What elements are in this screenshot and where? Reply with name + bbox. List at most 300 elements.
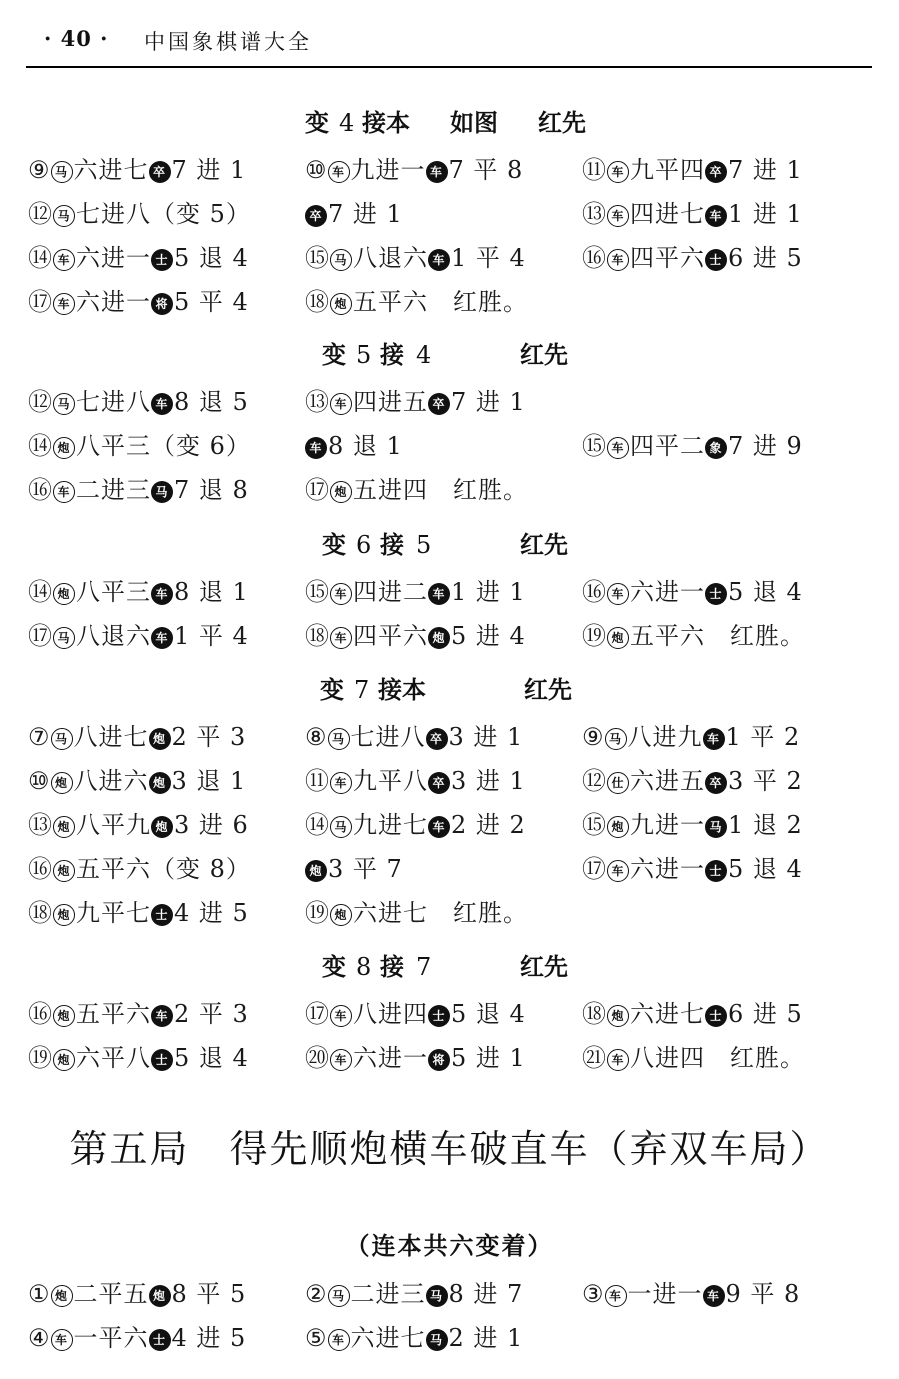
move-number: ⑳ (305, 1044, 330, 1072)
move-entry (28, 570, 249, 614)
black-piece-icon: 炮 (151, 816, 173, 838)
move-number: ⑲ (305, 899, 330, 927)
variation-title-part: 接 (380, 953, 404, 981)
black-piece-icon: 炮 (149, 772, 171, 794)
red-piece-icon: 炮 (330, 481, 352, 503)
variation-title-part: 变 (305, 109, 329, 137)
variation-block (0, 665, 899, 935)
move-entry (582, 847, 803, 891)
move-text: 五平六 红胜。 (630, 622, 805, 650)
variation-title-part: 5 (356, 341, 372, 369)
move-entry (582, 570, 803, 614)
red-piece-icon: 马 (328, 728, 350, 750)
move-text: 1 进 1 (451, 578, 526, 606)
move-entry (28, 380, 249, 424)
move-text: 8 退 1 (328, 432, 403, 460)
move-text: 六进一 (630, 855, 705, 883)
move-text: 二平五 (73, 1280, 149, 1308)
move-text: 3 进 1 (451, 767, 526, 795)
move-text: 九平八 (353, 767, 428, 795)
variation-title-part: 5 (416, 531, 432, 559)
move-entry (28, 614, 249, 658)
move-entry (28, 992, 249, 1036)
move-text: 七进八 (76, 388, 151, 416)
move-entry (28, 148, 246, 192)
red-piece-icon: 马 (53, 627, 75, 649)
black-piece-icon: 象 (705, 437, 727, 459)
move-entry (582, 424, 803, 468)
black-piece-icon: 士 (705, 860, 727, 882)
move-text: 7 进 1 (451, 388, 526, 416)
move-entry (28, 424, 251, 468)
move-number: ⑯ (28, 1000, 53, 1028)
red-piece-icon: 车 (330, 627, 352, 649)
move-text: 四平二 (630, 432, 705, 460)
variation-title-part: 变 (322, 341, 346, 369)
black-piece-icon: 车 (151, 393, 173, 415)
move-text: 7 退 8 (174, 476, 249, 504)
variation-title-part: 如图 (450, 109, 498, 137)
move-number: ㉑ (582, 1044, 607, 1072)
black-piece-icon: 将 (428, 1049, 450, 1071)
move-number: ⑩ (305, 156, 328, 184)
move-text: 5 退 4 (174, 1044, 249, 1072)
move-text: 六进一 (353, 1044, 428, 1072)
move-text: 2 进 1 (448, 1324, 524, 1352)
variation-title-part: 8 (356, 953, 372, 981)
variation-title-part: 6 (356, 531, 372, 559)
move-entry (28, 891, 249, 935)
black-piece-icon: 士 (705, 249, 727, 271)
move-text: 七进八（变 5） (76, 200, 251, 228)
move-text: 二进三 (350, 1280, 426, 1308)
move-text: 七进八 (350, 723, 426, 751)
move-text: 六进七 (350, 1324, 426, 1352)
black-piece-icon: 马 (426, 1285, 448, 1307)
move-text: 7 进 1 (328, 200, 403, 228)
move-number: ⑫ (582, 767, 607, 795)
red-piece-icon: 炮 (330, 293, 352, 315)
move-text: 1 平 4 (174, 622, 249, 650)
move-number: ⑤ (305, 1324, 328, 1352)
red-piece-icon: 炮 (53, 1049, 75, 1071)
variation-title-part: 4 (416, 341, 432, 369)
red-piece-icon: 车 (53, 293, 75, 315)
move-entry (582, 1272, 800, 1316)
move-number: ⑩ (28, 767, 51, 795)
move-number: ⑰ (305, 476, 330, 504)
variation-title (0, 520, 899, 570)
move-entry (305, 192, 403, 236)
move-row (0, 759, 899, 803)
move-text: 5 平 4 (174, 288, 249, 316)
variation-title-part: 红先 (524, 676, 572, 704)
red-piece-icon: 炮 (607, 627, 629, 649)
move-number: ⑭ (28, 578, 53, 606)
black-piece-icon: 马 (705, 816, 727, 838)
move-text: 八退六 (76, 622, 151, 650)
move-number: ⑮ (582, 432, 607, 460)
red-piece-icon: 车 (607, 860, 629, 882)
move-text: 六进七 (73, 156, 149, 184)
move-text: 6 进 5 (728, 244, 803, 272)
black-piece-icon: 卒 (305, 205, 327, 227)
move-text: 四平六 (353, 622, 428, 650)
move-text: 7 进 1 (171, 156, 247, 184)
move-text: 4 进 5 (174, 899, 249, 927)
move-entry (305, 1316, 523, 1360)
move-row (0, 1036, 899, 1080)
move-entry (305, 1272, 523, 1316)
black-piece-icon: 卒 (149, 161, 171, 183)
variation-title (0, 330, 899, 380)
move-number: ④ (28, 1324, 51, 1352)
move-text: 八进九 (627, 723, 703, 751)
move-text: 5 退 4 (728, 578, 803, 606)
variation-title-part: 接本 (378, 676, 426, 704)
move-row (0, 1316, 899, 1360)
move-entry (305, 715, 523, 759)
red-piece-icon: 车 (53, 481, 75, 503)
move-number: ⑨ (28, 156, 51, 184)
move-entry (305, 847, 403, 891)
move-text: 1 进 1 (728, 200, 803, 228)
move-text: 六平八 (76, 1044, 151, 1072)
move-entry (305, 759, 526, 803)
black-piece-icon: 车 (703, 728, 725, 750)
black-piece-icon: 马 (426, 1329, 448, 1351)
move-text: 八进四 红胜。 (630, 1044, 805, 1072)
move-text: 一进一 (627, 1280, 703, 1308)
move-number: ⑬ (305, 388, 330, 416)
move-text: 7 进 1 (728, 156, 803, 184)
move-entry (582, 992, 803, 1036)
black-piece-icon: 车 (703, 1285, 725, 1307)
move-text: 四进七 (630, 200, 705, 228)
red-piece-icon: 车 (330, 1049, 352, 1071)
black-piece-icon: 卒 (428, 393, 450, 415)
variation-title-part: 变 (320, 676, 344, 704)
move-text: 3 平 2 (728, 767, 803, 795)
red-piece-icon: 炮 (53, 1005, 75, 1027)
red-piece-icon: 马 (53, 205, 75, 227)
black-piece-icon: 炮 (149, 1285, 171, 1307)
red-piece-icon: 车 (330, 393, 352, 415)
variation-title-part: 变 (322, 531, 346, 559)
red-piece-icon: 车 (328, 1329, 350, 1351)
move-text: 五进四 红胜。 (353, 476, 528, 504)
move-text: 八进四 (353, 1000, 428, 1028)
move-text: 六进一 (630, 578, 705, 606)
black-piece-icon: 车 (305, 437, 327, 459)
move-text: 2 进 2 (451, 811, 526, 839)
move-entry (28, 1272, 246, 1316)
variation-title (0, 665, 899, 715)
move-number: ⑱ (305, 622, 330, 650)
move-text: 3 退 1 (171, 767, 247, 795)
move-text: 5 退 4 (728, 855, 803, 883)
variation-block (0, 330, 899, 512)
variation-title-part: 接 (380, 341, 404, 369)
move-row (0, 715, 899, 759)
black-piece-icon: 车 (428, 816, 450, 838)
move-text: 九进七 (353, 811, 428, 839)
red-piece-icon: 车 (605, 1285, 627, 1307)
red-piece-icon: 炮 (53, 583, 75, 605)
black-piece-icon: 士 (428, 1005, 450, 1027)
red-piece-icon: 炮 (330, 904, 352, 926)
variation-title-part: 红先 (520, 341, 568, 369)
move-number: ⑰ (28, 622, 53, 650)
move-number: ② (305, 1280, 328, 1308)
move-text: 四平六 (630, 244, 705, 272)
move-number: ⑰ (305, 1000, 330, 1028)
black-piece-icon: 卒 (428, 772, 450, 794)
move-row (0, 891, 899, 935)
move-entry (582, 148, 803, 192)
move-row (0, 614, 899, 658)
red-piece-icon: 炮 (51, 1285, 73, 1307)
move-entry (305, 570, 526, 614)
move-row (0, 280, 899, 324)
move-entry (305, 148, 523, 192)
move-row (0, 236, 899, 280)
red-piece-icon: 炮 (53, 437, 75, 459)
move-text: 1 平 2 (725, 723, 801, 751)
move-number: ⑨ (582, 723, 605, 751)
move-text: 八平三 (76, 578, 151, 606)
move-number: ⑫ (28, 388, 53, 416)
red-piece-icon: 车 (607, 583, 629, 605)
move-text: 2 平 3 (174, 1000, 249, 1028)
black-piece-icon: 士 (705, 583, 727, 605)
move-number: ⑦ (28, 723, 51, 751)
move-entry (582, 614, 805, 658)
black-piece-icon: 炮 (428, 627, 450, 649)
black-piece-icon: 马 (151, 481, 173, 503)
move-text: 六进七 红胜。 (353, 899, 528, 927)
move-text: 八平三（变 6） (76, 432, 251, 460)
move-number: ⑰ (28, 288, 53, 316)
black-piece-icon: 车 (705, 205, 727, 227)
black-piece-icon: 车 (151, 1005, 173, 1027)
move-text: 八进六 (73, 767, 149, 795)
move-row (0, 148, 899, 192)
move-text: 九平七 (76, 899, 151, 927)
move-text: 4 进 5 (171, 1324, 247, 1352)
move-row (0, 803, 899, 847)
black-piece-icon: 卒 (705, 772, 727, 794)
move-text: 8 进 7 (448, 1280, 524, 1308)
red-piece-icon: 车 (607, 161, 629, 183)
move-entry (305, 1036, 526, 1080)
move-number: ⑱ (305, 288, 330, 316)
red-piece-icon: 马 (328, 1285, 350, 1307)
move-text: 九进一 (630, 811, 705, 839)
move-row (0, 992, 899, 1036)
black-piece-icon: 炮 (305, 860, 327, 882)
move-text: 八进七 (73, 723, 149, 751)
variation-block (0, 98, 899, 324)
move-text: 八平九 (76, 811, 151, 839)
red-piece-icon: 炮 (607, 1005, 629, 1027)
black-piece-icon: 车 (428, 583, 450, 605)
move-entry (28, 192, 251, 236)
move-row (0, 192, 899, 236)
move-entry (28, 759, 246, 803)
black-piece-icon: 士 (151, 904, 173, 926)
move-number: ⑭ (28, 244, 53, 272)
move-entry (582, 715, 800, 759)
variation-title-part: 变 (322, 953, 346, 981)
black-piece-icon: 士 (705, 1005, 727, 1027)
black-piece-icon: 车 (426, 161, 448, 183)
variation-title-part: 红先 (538, 109, 586, 137)
move-text: 四进五 (353, 388, 428, 416)
red-piece-icon: 车 (330, 772, 352, 794)
move-row (0, 570, 899, 614)
move-entry (305, 380, 526, 424)
black-piece-icon: 卒 (705, 161, 727, 183)
move-text: 5 进 4 (451, 622, 526, 650)
move-number: ⑯ (582, 578, 607, 606)
move-text: 9 平 8 (725, 1280, 801, 1308)
move-text: 8 平 5 (171, 1280, 247, 1308)
variation-block (0, 520, 899, 658)
move-text: 8 退 1 (174, 578, 249, 606)
move-number: ⑬ (582, 200, 607, 228)
move-number: ⑬ (28, 811, 53, 839)
red-piece-icon: 马 (330, 816, 352, 838)
move-number: ⑧ (305, 723, 328, 751)
move-number: ⑱ (28, 899, 53, 927)
red-piece-icon: 车 (51, 1329, 73, 1351)
red-piece-icon: 车 (53, 249, 75, 271)
move-text: 五平六 (76, 1000, 151, 1028)
move-text: 7 平 8 (448, 156, 524, 184)
move-text: 五平六 红胜。 (353, 288, 528, 316)
move-number: ⑱ (582, 1000, 607, 1028)
red-piece-icon: 炮 (53, 904, 75, 926)
move-entry (582, 759, 803, 803)
move-entry (305, 803, 526, 847)
move-entry (305, 424, 403, 468)
move-entry (28, 1316, 246, 1360)
move-text: 5 退 4 (174, 244, 249, 272)
variation-title (0, 98, 899, 148)
move-entry (28, 468, 249, 512)
red-piece-icon: 车 (607, 1049, 629, 1071)
black-piece-icon: 士 (151, 1049, 173, 1071)
move-text: 3 进 1 (448, 723, 524, 751)
black-piece-icon: 士 (149, 1329, 171, 1351)
red-piece-icon: 炮 (607, 816, 629, 838)
red-piece-icon: 车 (607, 437, 629, 459)
red-piece-icon: 炮 (51, 772, 73, 794)
move-number: ⑲ (28, 1044, 53, 1072)
move-row (0, 424, 899, 468)
move-entry (28, 803, 249, 847)
red-piece-icon: 车 (607, 249, 629, 271)
move-text: 四进二 (353, 578, 428, 606)
move-entry (28, 280, 249, 324)
move-text: 7 进 9 (728, 432, 803, 460)
move-entry (28, 715, 246, 759)
move-text: 3 平 7 (328, 855, 403, 883)
move-entry (582, 1036, 805, 1080)
black-piece-icon: 车 (151, 627, 173, 649)
move-entry (28, 236, 249, 280)
move-entry (582, 803, 803, 847)
variation-title-part: 4 (339, 109, 355, 137)
opening-moves (0, 1272, 899, 1360)
move-row (0, 380, 899, 424)
move-number: ⑭ (305, 811, 330, 839)
move-number: ⑮ (305, 578, 330, 606)
move-entry (305, 614, 526, 658)
variation-title-part: 红先 (520, 953, 568, 981)
move-number: ⑫ (28, 200, 53, 228)
black-piece-icon: 车 (428, 249, 450, 271)
red-piece-icon: 车 (330, 1005, 352, 1027)
move-text: 1 平 4 (451, 244, 526, 272)
book-title: 中国象棋谱大全 (144, 30, 312, 54)
move-entry (305, 280, 528, 324)
move-number: ⑮ (582, 811, 607, 839)
move-entry (28, 847, 251, 891)
move-text: 8 退 5 (174, 388, 249, 416)
red-piece-icon: 马 (53, 393, 75, 415)
move-entry (305, 891, 528, 935)
move-text: 六进七 (630, 1000, 705, 1028)
move-text: 5 退 4 (451, 1000, 526, 1028)
move-number: ① (28, 1280, 51, 1308)
move-number: ⑯ (582, 244, 607, 272)
move-text: 2 平 3 (171, 723, 247, 751)
move-number: ⑲ (582, 622, 607, 650)
move-row (0, 468, 899, 512)
red-piece-icon: 马 (51, 161, 73, 183)
move-number: ⑰ (582, 855, 607, 883)
move-number: ⑯ (28, 476, 53, 504)
red-piece-icon: 炮 (53, 816, 75, 838)
black-piece-icon: 卒 (426, 728, 448, 750)
move-text: 九进一 (350, 156, 426, 184)
black-piece-icon: 将 (151, 293, 173, 315)
variation-title (0, 942, 899, 992)
move-number: ③ (582, 1280, 605, 1308)
red-piece-icon: 车 (330, 583, 352, 605)
move-text: 3 进 6 (174, 811, 249, 839)
red-piece-icon: 车 (328, 161, 350, 183)
move-number: ⑪ (582, 156, 607, 184)
move-text: 一平六 (73, 1324, 149, 1352)
move-text: 二进三 (76, 476, 151, 504)
red-piece-icon: 马 (51, 728, 73, 750)
black-piece-icon: 车 (151, 583, 173, 605)
move-entry (305, 236, 526, 280)
move-number: ⑭ (28, 432, 53, 460)
black-piece-icon: 士 (151, 249, 173, 271)
red-piece-icon: 马 (330, 249, 352, 271)
red-piece-icon: 炮 (53, 860, 75, 882)
variation-title-part: 7 (416, 953, 432, 981)
move-text: 5 进 1 (451, 1044, 526, 1072)
variation-title-part: 接本 (362, 109, 410, 137)
game-title: 第五局 得先顺炮横车破直车（弃双车局） (69, 1127, 830, 1171)
move-text: 九平四 (630, 156, 705, 184)
move-text: 六进五 (630, 767, 705, 795)
